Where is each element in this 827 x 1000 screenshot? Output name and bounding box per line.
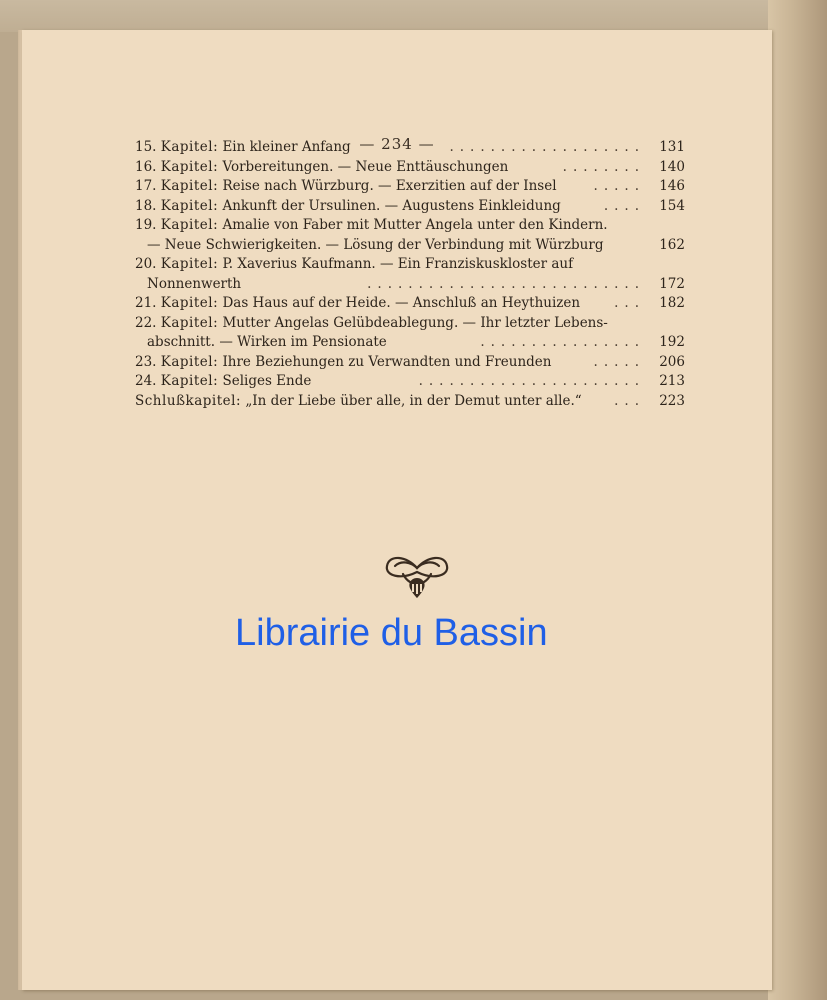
chapter-number: 15.: [135, 139, 157, 155]
leader-dots: ...................: [449, 139, 645, 155]
chapter-label: Kapitel:: [160, 295, 219, 311]
leader-dots: ........: [562, 158, 645, 175]
watermark-text: Librairie du Bassin: [235, 612, 548, 654]
toc-entry: [135, 197, 685, 217]
leader-dots: ......................: [418, 373, 645, 389]
chapter-label: Kapitel:: [160, 139, 219, 155]
chapter-label: Kapitel:: [160, 373, 219, 389]
chapter-label: Kapitel:: [160, 197, 219, 214]
page-reference: 146: [659, 178, 685, 194]
chapter-number: 20.: [135, 256, 157, 272]
toc-entry: [135, 236, 685, 256]
chapter-title: P. Xaverius Kaufmann. — Ein Franziskuskloster auf: [222, 256, 574, 272]
toc-entry: [135, 392, 685, 412]
chapter-label: Kapitel:: [160, 158, 219, 175]
toc-entry: [135, 177, 685, 197]
toc-entry: [135, 353, 685, 373]
chapter-label: Kapitel:: [160, 314, 219, 331]
page-reference: 131: [659, 139, 685, 155]
page-reference: 213: [659, 373, 685, 389]
chapter-title: Ihre Beziehungen zu Verwandten und Freunden: [222, 353, 552, 370]
toc-entry: [135, 333, 685, 353]
page-reference: 206: [659, 353, 685, 370]
chapter-title: Das Haus auf der Heide. — Anschluß an Heythuizen: [222, 295, 581, 311]
page-reference: 162: [659, 236, 685, 253]
leader-dots: ...: [614, 295, 645, 311]
chapter-number: 24.: [135, 373, 157, 389]
leader-dots: .....: [593, 353, 645, 370]
leader-dots: .....: [593, 178, 645, 194]
chapter-number: 17.: [135, 178, 157, 194]
toc-entry: [135, 216, 685, 236]
toc-entry: [135, 138, 685, 158]
heart-knot-ornament-icon: [383, 548, 451, 600]
book-spine: [768, 0, 827, 1000]
page-reference: 172: [659, 275, 685, 292]
chapter-label: Kapitel:: [160, 353, 219, 370]
page-reference: 140: [659, 158, 685, 175]
page-reference: 154: [659, 197, 685, 214]
chapter-title: Seliges Ende: [222, 373, 312, 389]
chapter-title: Reise nach Würzburg. — Exerzitien auf der Insel: [222, 178, 557, 194]
leader-dots: ...: [614, 392, 645, 409]
chapter-number: 18.: [135, 197, 157, 214]
leader-dots: ................: [480, 334, 645, 350]
chapter-title: abschnitt. — Wirken im Pensionate: [147, 334, 387, 350]
leader-dots: ...........................: [367, 275, 645, 292]
toc-entry: [135, 255, 685, 275]
chapter-number: 16.: [135, 158, 157, 175]
table-of-contents: [135, 138, 685, 411]
chapter-number: 21.: [135, 295, 157, 311]
page-reference: 182: [659, 295, 685, 311]
chapter-number: 19.: [135, 217, 157, 233]
toc-entry: [135, 158, 685, 178]
toc-entry: [135, 294, 685, 314]
toc-entry: [135, 372, 685, 392]
chapter-label: Kapitel:: [160, 256, 219, 272]
chapter-title: Mutter Angelas Gelübdeablegung. — Ihr letzter Lebens-: [222, 314, 608, 331]
leader-dots: ....: [603, 197, 645, 214]
toc-entry: [135, 275, 685, 295]
page-reference: 223: [659, 392, 685, 409]
chapter-title: Ankunft der Ursulinen. — Augustens Einkleidung: [222, 197, 561, 214]
background-top: [0, 0, 827, 32]
chapter-label: Schlußkapitel:: [135, 392, 242, 409]
chapter-title: Amalie von Faber mit Mutter Angela unter den Kindern.: [222, 217, 608, 233]
chapter-title: Ein kleiner Anfang: [222, 139, 351, 155]
chapter-title: „In der Liebe über alle, in der Demut unter alle.“: [245, 392, 582, 409]
chapter-number: 22.: [135, 314, 157, 331]
chapter-label: Kapitel:: [160, 178, 219, 194]
chapter-label: Kapitel:: [160, 217, 219, 233]
toc-entry: [135, 314, 685, 334]
chapter-title: Nonnenwerth: [147, 275, 242, 292]
chapter-title: Vorbereitungen. — Neue Enttäuschungen: [222, 158, 509, 175]
chapter-number: 23.: [135, 353, 157, 370]
chapter-title: — Neue Schwierigkeiten. — Lösung der Verbindung mit Würzburg: [147, 236, 604, 253]
page-number: — 234 —: [359, 135, 435, 153]
page-reference: 192: [659, 334, 685, 350]
